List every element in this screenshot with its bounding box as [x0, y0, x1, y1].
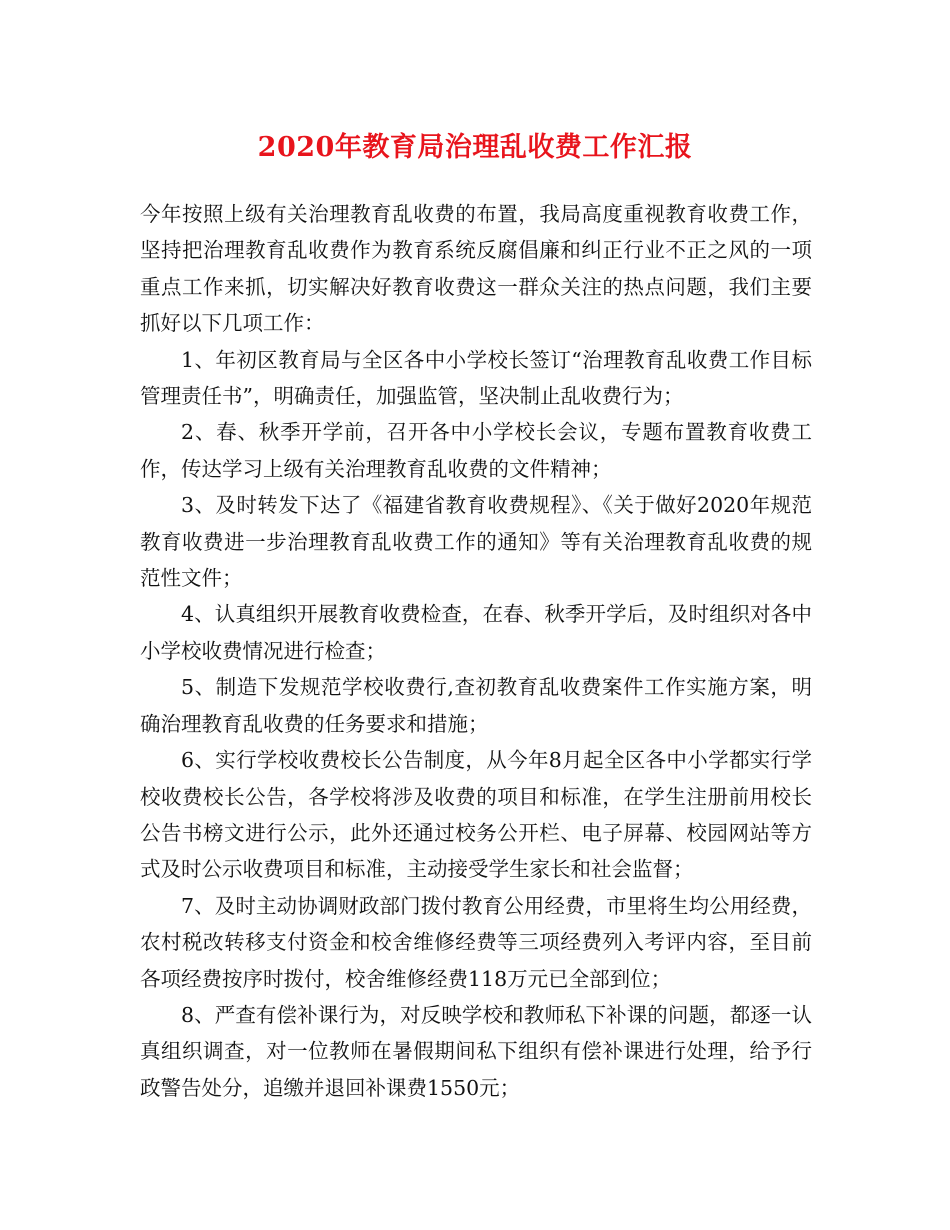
- list-item: 6、实行学校收费校长公告制度，从今年8月起全区各中小学都实行学校收费校长公告，各学校将涉及收费的项目和标准，在学生注册前用校长公告书榜文进行公示，此外还通过校务公开栏、电子屏幕、校园网站等方式及时公示收费项目和标准，主动接受学生家长和社会监督；: [140, 748, 812, 882]
- list-item: 2、春、秋季开学前，召开各中小学校长会议，专题布置教育收费工作，传达学习上级有关治理教育乱收费的文件精神；: [140, 420, 812, 481]
- document-body: [140, 196, 812, 1106]
- document-title: 2020年教育局治理乱收费工作汇报: [257, 132, 693, 163]
- intro-paragraph: 今年按照上级有关治理教育乱收费的布置，我局高度重视教育收费工作，坚持把治理教育乱收费作为教育系统反腐倡廉和纠正行业不正之风的一项重点工作来抓，切实解决好教育收费这一群众关注的热点问题，我们主要抓好以下几项工作：: [140, 202, 812, 336]
- list-item: 8、严查有偿补课行为，对反映学校和教师私下补课的问题，都逐一认真组织调查，对一位教师在暑假期间私下组织有偿补课进行处理，给予行政警告处分，追缴并退回补课费1550元；: [140, 1002, 812, 1100]
- list-item: 5、制造下发规范学校收费行,查初教育乱收费案件工作实施方案，明确治理教育乱收费的任务要求和措施；: [140, 675, 812, 736]
- list-item: 7、及时主动协调财政部门拨付教育公用经费，市里将生均公用经费，农村税改转移支付资金和校舍维修经费等三项经费列入考评内容，至目前各项经费按序时拨付，校舍维修经费118万元已全部到位；: [140, 893, 812, 991]
- list-item: 1、年初区教育局与全区各中小学校长签订“治理教育乱收费工作目标管理责任书”，明确责任，加强监管，坚决制止乱收费行为；: [140, 347, 812, 409]
- list-item: 3、及时转发下达了《福建省教育收费规程》、《关于做好2020年规范教育收费进一步治理教育乱收费工作的通知》等有关治理教育乱收费的规范性文件；: [140, 493, 812, 591]
- list-item: 4、认真组织开展教育收费检查，在春、秋季开学后，及时组织对各中小学校收费情况进行检查；: [140, 602, 812, 663]
